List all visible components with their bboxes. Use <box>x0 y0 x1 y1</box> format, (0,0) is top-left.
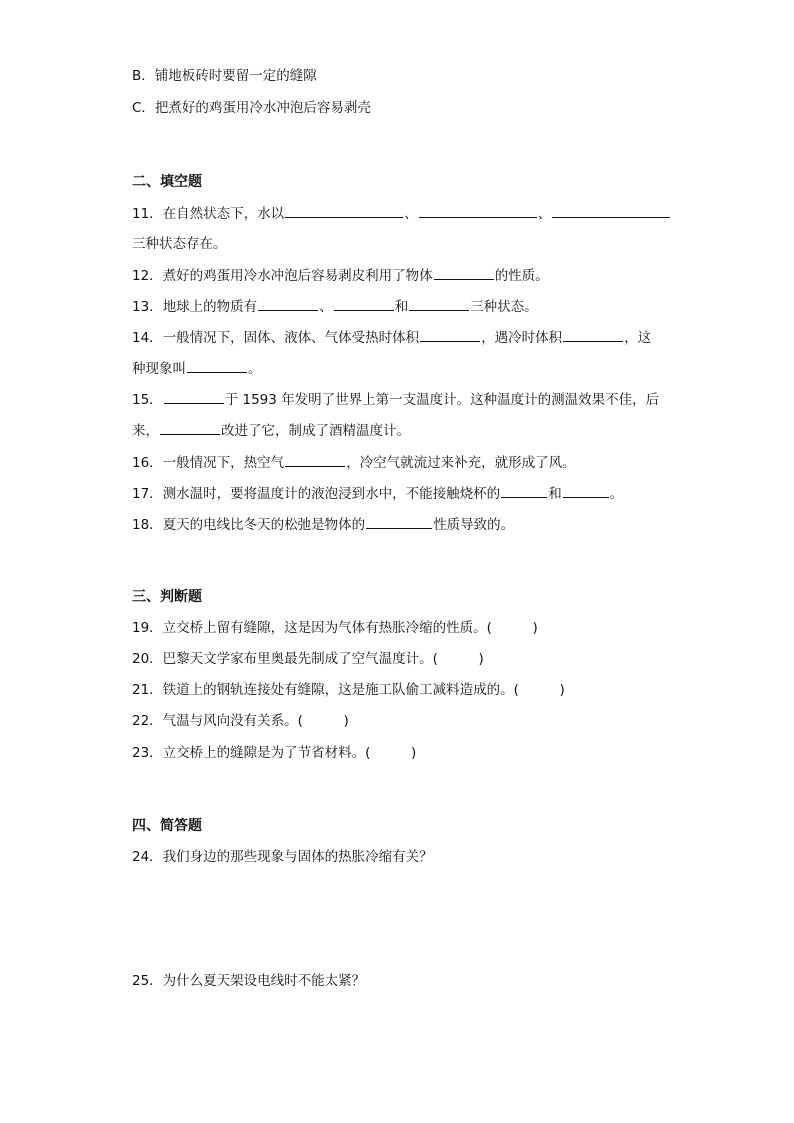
question-number: 12． <box>132 268 163 284</box>
question-number: 11． <box>132 206 163 222</box>
question-text: 。 <box>248 361 262 377</box>
question-11 <box>132 203 671 224</box>
question-text: 来， <box>132 423 159 439</box>
question-text: 一般情况下，热空气 <box>162 455 285 471</box>
answer-blank[interactable] <box>160 420 220 435</box>
question-text: 的性质。 <box>494 268 549 284</box>
answer-blank[interactable] <box>285 452 345 467</box>
answer-blank[interactable] <box>164 389 224 404</box>
question-23[interactable]: 23．立交桥上的缝隙是为了节省材料。( ) <box>132 745 417 761</box>
question-17 <box>132 483 623 504</box>
answer-blank[interactable] <box>434 265 494 280</box>
answer-blank[interactable] <box>563 483 609 498</box>
section-fill-blank-title: 二、填空题 <box>132 174 202 190</box>
answer-blank[interactable] <box>258 296 318 311</box>
question-16 <box>132 452 576 473</box>
question-13 <box>132 296 538 317</box>
question-text: 种现象叫 <box>132 361 186 377</box>
conjunction: 和 <box>394 299 409 315</box>
question-24: 24．我们身边的那些现象与固体的热胀冷缩有关？ <box>132 849 433 865</box>
conjunction: 和 <box>548 486 562 502</box>
question-text: ，这 <box>624 330 652 346</box>
question-15-continued <box>132 420 410 441</box>
question-25: 25．为什么夏天架设电线时不能太紧？ <box>132 973 366 989</box>
question-text: 于 1593 年发明了世界上第一支温度计。这种温度计的测温效果不佳，后 <box>224 392 660 408</box>
question-text: ，遇冷时体积 <box>481 330 563 346</box>
answer-blank[interactable] <box>285 203 403 218</box>
question-14-continued <box>132 358 262 379</box>
question-text: 在自然状态下，水以 <box>162 206 285 222</box>
question-text: 地球上的物质有 <box>162 299 258 315</box>
question-text: 三种状态。 <box>470 299 538 315</box>
question-text: 。 <box>609 486 624 502</box>
question-number: 18． <box>132 517 163 533</box>
answer-blank[interactable] <box>563 327 623 342</box>
question-11-continued: 三种状态存在。 <box>132 236 227 252</box>
question-22[interactable]: 22．气温与风向没有关系。( ) <box>132 713 349 729</box>
option-c: C．把煮好的鸡蛋用冷水冲泡后容易剥壳 <box>132 100 371 116</box>
question-number: 15． <box>132 392 163 408</box>
question-text: 夏天的电线比冬天的松弛是物体的 <box>162 517 366 533</box>
question-15 <box>132 389 659 410</box>
question-14 <box>132 327 651 348</box>
question-number: 16． <box>132 455 163 471</box>
question-text: 改进了它，制成了酒精温度计。 <box>221 423 410 439</box>
question-text: ，冷空气就流过来补充，就形成了风。 <box>346 455 576 471</box>
question-text: 一般情况下，固体、液体、气体受热时体积 <box>162 330 420 346</box>
question-text: 煮好的鸡蛋用冷水冲泡后容易剥皮利用了物体 <box>162 268 433 284</box>
question-text: 测水温时，要将温度计的液泡浸到水中，不能接触烧杯的 <box>162 486 501 502</box>
question-text: 性质导致的。 <box>433 517 515 533</box>
answer-blank[interactable] <box>334 296 394 311</box>
answer-blank[interactable] <box>419 203 537 218</box>
question-12 <box>132 265 549 286</box>
section-true-false-title: 三、判断题 <box>132 589 202 605</box>
question-18 <box>132 514 514 535</box>
question-number: 14． <box>132 330 163 346</box>
answer-blank[interactable] <box>552 203 670 218</box>
section-short-answer-title: 四、简答题 <box>132 818 202 834</box>
answer-blank[interactable] <box>420 327 480 342</box>
option-b: B．铺地板砖时要留一定的缝隙 <box>132 68 317 84</box>
answer-blank[interactable] <box>501 483 547 498</box>
question-19[interactable]: 19．立交桥上留有缝隙，这是因为气体有热胀冷缩的性质。( ) <box>132 620 538 636</box>
answer-blank[interactable] <box>366 514 432 529</box>
separator: 、 <box>319 299 333 315</box>
question-number: 17． <box>132 486 163 502</box>
question-21[interactable]: 21．铁道上的钢轨连接处有缝隙，这是施工队偷工减料造成的。( ) <box>132 682 565 698</box>
question-20[interactable]: 20．巴黎天文学家布里奥最先制成了空气温度计。( ) <box>132 651 484 667</box>
question-number: 13． <box>132 299 163 315</box>
answer-blank[interactable] <box>187 358 247 373</box>
answer-blank[interactable] <box>409 296 469 311</box>
separator: 、 <box>537 206 552 222</box>
separator: 、 <box>404 206 418 222</box>
